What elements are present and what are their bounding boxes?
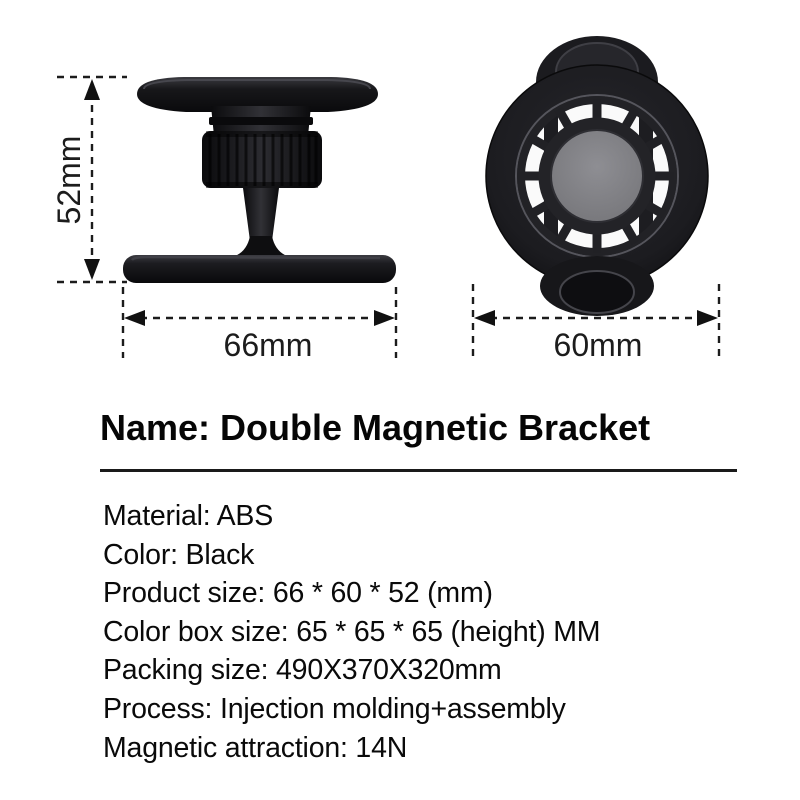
dimension-arrowhead-right	[374, 310, 395, 326]
front-width-dimension-label: 60mm	[553, 327, 643, 363]
spec-material: Material: ABS	[103, 500, 274, 532]
side-width-dimension-label: 66mm	[223, 327, 313, 363]
dimension-arrowhead-left	[474, 310, 495, 326]
mount-front-view	[486, 36, 708, 316]
spec-color: Color: Black	[103, 538, 255, 571]
title-divider	[100, 469, 737, 472]
magnet-center	[551, 130, 643, 222]
dimension-arrowhead-up	[84, 79, 100, 100]
spec-product-size: Product size: 66 * 60 * 52 (mm)	[103, 577, 493, 610]
stem-flare	[235, 236, 287, 256]
dimension-diagrams	[0, 0, 800, 395]
dimension-arrowhead-left	[124, 310, 145, 326]
spec-color-box-size: Color box size: 65 * 65 * 65 (height) MM	[103, 615, 601, 648]
dimension-arrowhead-down	[84, 259, 100, 280]
collar-top-band	[206, 131, 318, 137]
neck-flange	[209, 117, 313, 125]
product-name-title: Name: Double Magnetic Bracket	[100, 407, 651, 448]
spec-packing-size: Packing size: 490X370X320mm	[103, 654, 502, 687]
bottom-clip-tab	[540, 256, 654, 316]
dimension-arrowhead-right	[697, 310, 718, 326]
spec-list	[103, 497, 763, 767]
collar-bottom-band	[206, 182, 318, 188]
spec-magnetic-attraction: Magnetic attraction: 14N	[103, 731, 408, 764]
bracket-side-view	[123, 77, 396, 283]
height-dimension-label: 52mm	[51, 135, 87, 225]
spec-process: Process: Injection molding+assembly	[103, 692, 566, 725]
base-bar	[123, 255, 396, 283]
